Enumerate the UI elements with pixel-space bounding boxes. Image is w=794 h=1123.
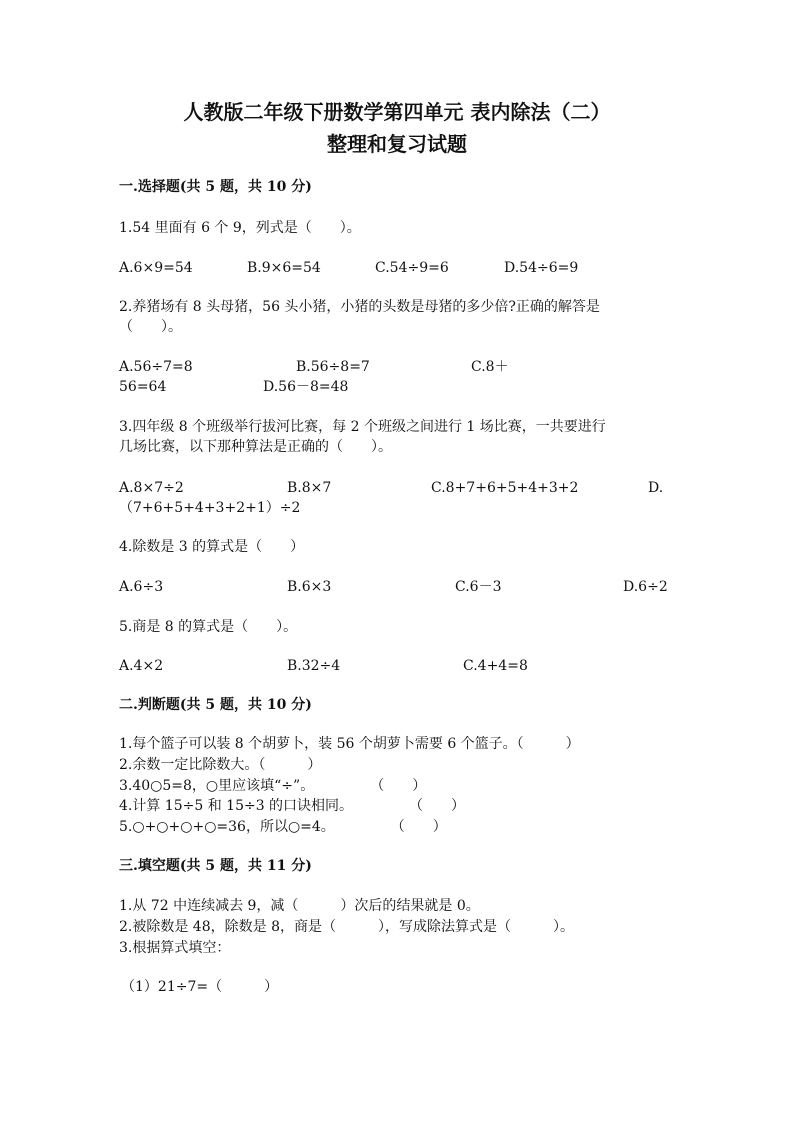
page-subtitle: 整理和复习试题 — [327, 132, 467, 156]
page-title: 人教版二年级下册数学第四单元 表内除法（二） — [183, 100, 611, 124]
question-2-option-b: B.56÷8=7 — [296, 359, 370, 375]
question-3-option-a: A.8×7÷2 — [119, 480, 184, 496]
question-4-stem: 4.除数是 3 的算式是（ ） — [119, 539, 305, 555]
question-2-option-d: D.56－8=48 — [263, 379, 349, 395]
fill-item-1: 1.从 72 中连续减去 9，减（ ）次后的结果就是 0。 — [119, 898, 480, 914]
question-5-option-c: C.4+4=8 — [463, 658, 528, 674]
fill-item-3: 3.根据算式填空： — [119, 940, 231, 956]
fill-item-2: 2.被除数是 48，除数是 8，商是（ ），写成除法算式是（ ）。 — [119, 919, 574, 935]
question-1-option-c: C.54÷9=6 — [375, 260, 449, 276]
question-1-option-d: D.54÷6=9 — [504, 260, 579, 276]
question-3-option-d: D. — [648, 480, 664, 496]
judge-item-4: 4.计算 15÷5 和 15÷3 的口诀相同。 （ ） — [119, 798, 466, 814]
judge-item-1: 1.每个篮子可以装 8 个胡萝卜，装 56 个胡萝卜需要 6 个篮子。（ ） — [119, 736, 580, 752]
judge-item-5: 5.○+○+○+○=36，所以○=4。 （ ） — [119, 819, 447, 835]
question-5-stem: 5.商是 8 的算式是（ ）。 — [119, 619, 298, 635]
section-heading-judge: 二.判断题(共 5 题，共 10 分) — [119, 697, 312, 713]
section-heading-choice: 一.选择题(共 5 题，共 10 分) — [119, 179, 312, 195]
question-2-option-c: C.8＋ — [471, 359, 509, 375]
question-5-option-b: B.32÷4 — [287, 658, 341, 674]
question-3-option-b: B.8×7 — [287, 480, 332, 496]
question-2-stem-line1: 2.养猪场有 8 头母猪，56 头小猪，小猪的头数是母猪的多少倍?正确的解答是 — [119, 299, 600, 315]
question-4-option-c: C.6－3 — [455, 579, 502, 595]
question-2-option-a: A.56÷7=8 — [119, 359, 193, 375]
question-1-option-b: B.9×6=54 — [247, 260, 321, 276]
question-3-stem-line2: 几场比赛，以下那种算法是正确的（ ）。 — [119, 439, 392, 455]
question-4-option-b: B.6×3 — [287, 579, 332, 595]
question-3-option-c: C.8+7+6+5+4+3+2 — [431, 480, 579, 496]
question-3-stem-line1: 3.四年级 8 个班级举行拔河比赛，每 2 个班级之间进行 1 场比赛，一共要进行 — [119, 419, 606, 435]
section-heading-fill: 三.填空题(共 5 题，共 11 分) — [119, 858, 312, 874]
question-2-option-c-cont: 56=64 — [119, 379, 167, 395]
question-3-option-d-cont: （7+6+5+4+3+2+1）÷2 — [119, 500, 301, 516]
judge-item-2: 2.余数一定比除数大。（ ） — [119, 757, 322, 773]
question-5-option-a: A.4×2 — [119, 658, 164, 674]
question-1-stem: 1.54 里面有 6 个 9，列式是（ ）。 — [119, 220, 361, 236]
question-2-stem-line2: （ ）。 — [119, 319, 182, 335]
judge-item-3: 3.40○5=8，○里应该填“÷”。 （ ） — [119, 778, 427, 794]
question-4-option-d: D.6÷2 — [623, 579, 668, 595]
question-4-option-a: A.6÷3 — [119, 579, 164, 595]
fill-item-3-sub-1: （1）21÷7=（ ） — [121, 979, 279, 995]
question-1-option-a: A.6×9=54 — [119, 260, 193, 276]
